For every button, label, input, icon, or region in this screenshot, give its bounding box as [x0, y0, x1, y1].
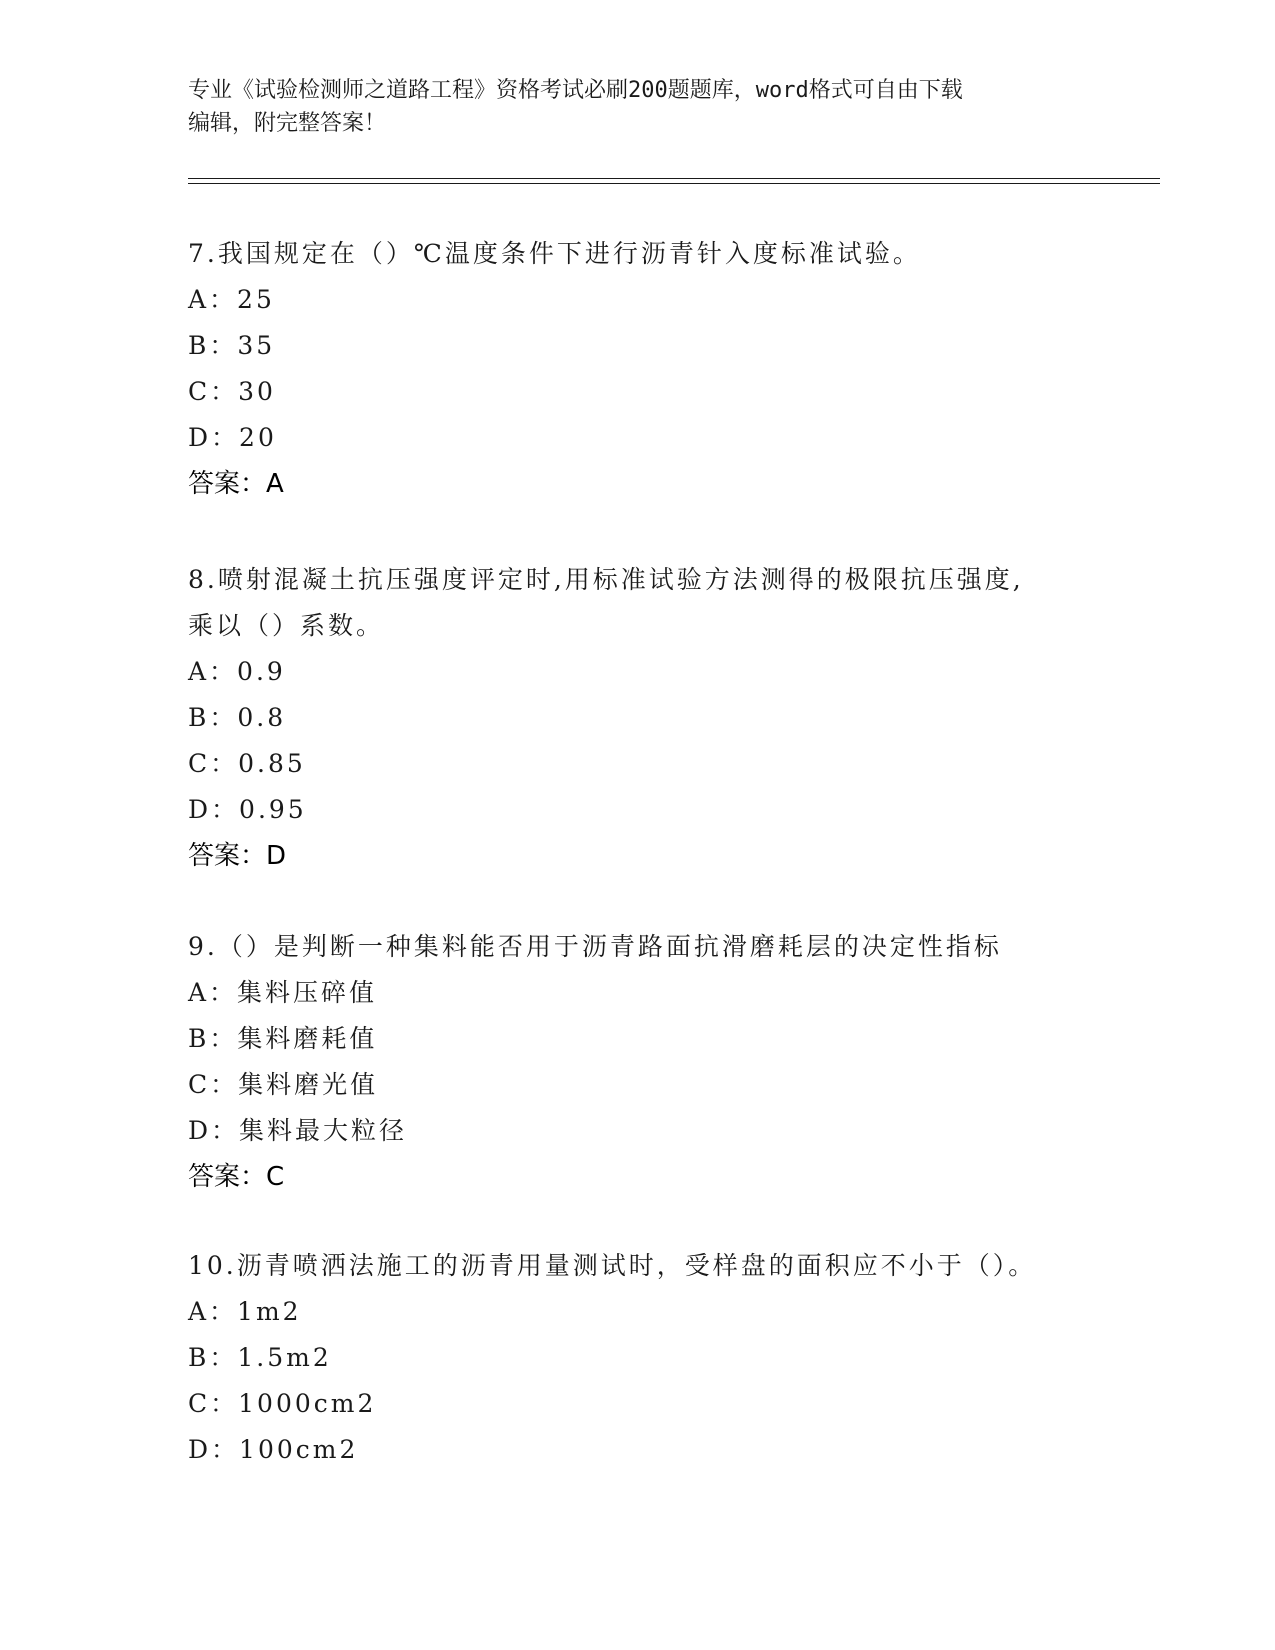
option-b: B：35: [188, 331, 276, 360]
question-7: [188, 231, 1088, 507]
option-a: A：集料压碎值: [188, 978, 378, 1007]
question-stem-continued: 乘以（）系数。: [188, 611, 385, 640]
header-divider-top: [188, 178, 1160, 179]
option-c: C：1000cm2: [188, 1389, 377, 1418]
option-b: B：集料磨耗值: [188, 1024, 378, 1053]
answer-label: 答案：D: [188, 841, 287, 871]
question-10: [188, 1243, 1088, 1473]
option-b: B：0.8: [188, 703, 287, 732]
option-d: D：0.95: [188, 795, 307, 824]
option-d: D：集料最大粒径: [188, 1116, 408, 1145]
document-header: [188, 74, 1088, 140]
header-divider-bottom: [188, 183, 1160, 184]
option-c: C：集料磨光值: [188, 1070, 379, 1099]
header-line-1: 专业《试验检测师之道路工程》资格考试必刷200题题库，word格式可自由下载: [188, 78, 963, 103]
question-stem: 10.沥青喷洒法施工的沥青用量测试时，受样盘的面积应不小于（）。: [188, 1251, 1037, 1280]
answer-label: 答案：A: [188, 469, 284, 499]
option-c: C：30: [188, 377, 276, 406]
option-a: A：1m2: [188, 1297, 302, 1326]
question-8: [188, 557, 1088, 879]
question-stem: 9.（）是判断一种集料能否用于沥青路面抗滑磨耗层的决定性指标: [188, 932, 1002, 961]
option-b: B：1.5m2: [188, 1343, 332, 1372]
answer-label: 答案：C: [188, 1162, 285, 1192]
question-stem: 7.我国规定在（）℃温度条件下进行沥青针入度标准试验。: [188, 239, 921, 268]
question-9: [188, 924, 1088, 1200]
option-a: A：0.9: [188, 657, 286, 686]
option-c: C：0.85: [188, 749, 306, 778]
option-d: D：100cm2: [188, 1435, 359, 1464]
option-d: D：20: [188, 423, 277, 452]
option-a: A：25: [188, 285, 275, 314]
question-stem: 8.喷射混凝土抗压强度评定时,用标准试验方法测得的极限抗压强度,: [188, 565, 1024, 594]
header-line-2: 编辑，附完整答案！: [188, 111, 387, 136]
